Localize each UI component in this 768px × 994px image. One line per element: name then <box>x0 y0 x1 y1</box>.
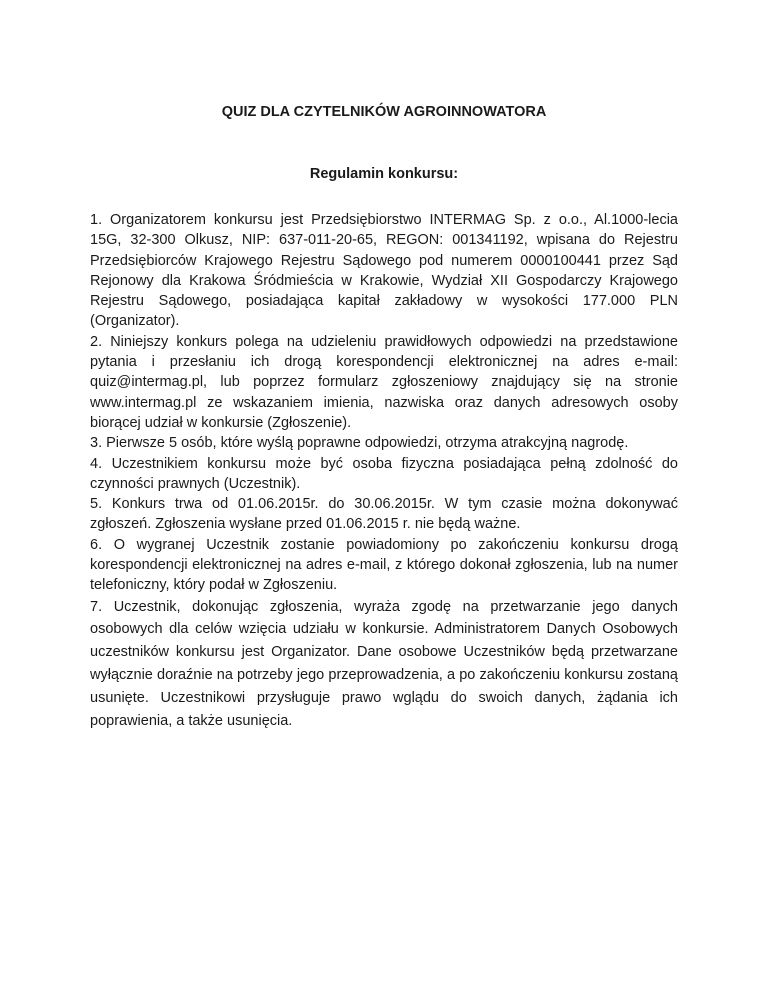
document-title: QUIZ DLA CZYTELNIKÓW AGROINNOWATORA <box>221 104 547 120</box>
rule-paragraph-3: 3. Pierwsze 5 osób, które wyślą poprawne odpowiedzi, otrzyma atrakcyjną nagrodę. <box>90 435 629 452</box>
rules-heading: Regulamin konkursu: <box>309 166 459 182</box>
rule-paragraph-4: 4. Uczestnikiem konkursu może być osoba fizyczna posiadająca pełną zdolność do czynności prawnych (Uczestnik). <box>90 455 678 492</box>
rule-paragraph-7: 7. Uczestnik, dokonując zgłoszenia, wyraża zgodę na przetwarzanie jego danych osobowych dla celów wzięcia udziału w konkursie. Administratorem Danych Osobowych uczestników konkursu jest Organizator. Dane osobowe Uczestników będą przetwarzane wyłącznie doraźnie na potrzeby jego przeprowadzenia, a po zakończeniu konkursu zostaną usunięte. Uczestnikowi przysługuje prawo wglądu do swoich danych, żądania ich poprawienia, a także usunięcia. <box>90 598 678 729</box>
rule-paragraph-5: 5. Konkurs trwa od 01.06.2015r. do 30.06.2015r. W tym czasie można dokonywać zgłoszeń. Zgłoszenia wysłane przed 01.06.2015 r. nie będą ważne. <box>90 496 678 533</box>
rule-paragraph-6: 6. O wygranej Uczestnik zostanie powiadomiony po zakończeniu konkursu drogą korespondencji elektronicznej na adres e-mail, z którego dokonał zgłoszenia, lub na numer telefoniczny, który podał w Zgłoszeniu. <box>90 536 678 594</box>
rule-paragraph-2: 2. Niniejszy konkurs polega na udzieleniu prawidłowych odpowiedzi na przedstawione pytania i przesłaniu ich drogą korespondencji elektronicznej na adres e-mail: quiz@intermag.pl, lub poprzez formularz zgłoszeniowy znajdujący się na stronie www.intermag.pl ze wskazaniem imienia, nazwiska oraz danych adresowych osoby biorącej udział w konkursie (Zgłoszenie). <box>90 333 678 431</box>
document-body <box>90 102 678 732</box>
rule-paragraph-1: 1. Organizatorem konkursu jest Przedsiębiorstwo INTERMAG Sp. z o.o., Al.1000-lecia 15G, 32-300 Olkusz, NIP: 637-011-20-65, REGON: 001341192, wpisana do Rejestru Przedsiębiorców Krajowego Rejestru Sądowego pod numerem 0000100441 przez Sąd Rejonowy dla Krakowa Śródmieścia w Krakowie, Wydział XII Gospodarczy Krajowego Rejestru Sądowego, posiadająca kapitał zakładowy w wysokości 177.000 PLN (Organizator). <box>90 212 678 330</box>
